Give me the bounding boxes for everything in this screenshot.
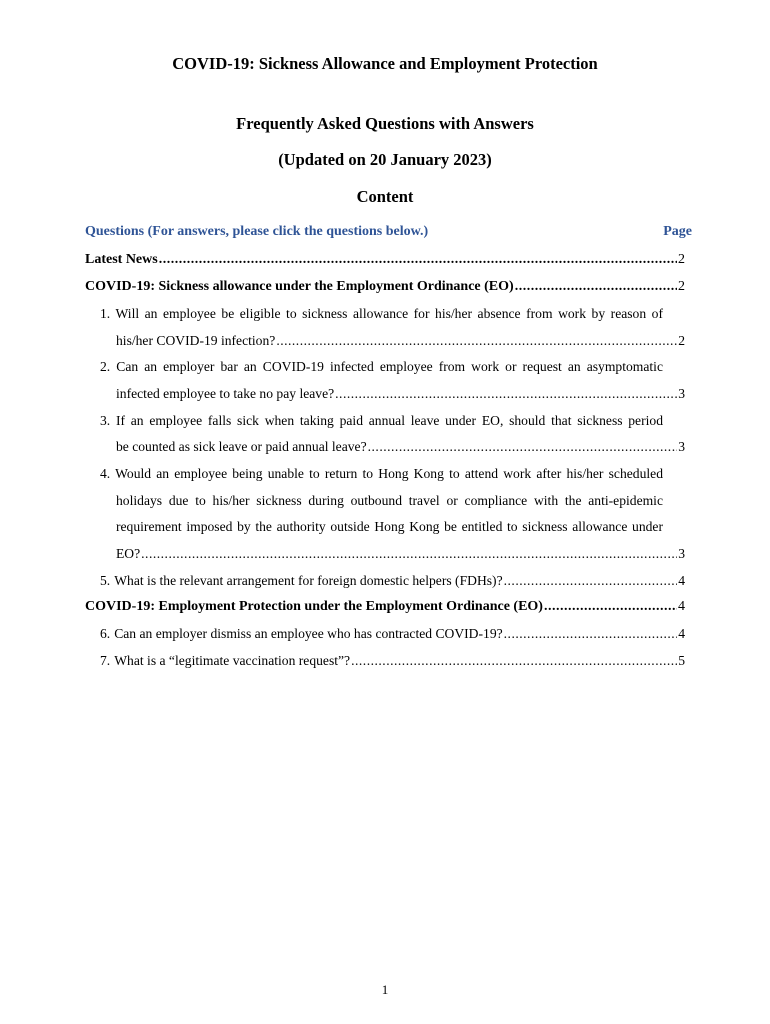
question-text [100,653,350,669]
toc-question-6-link[interactable] [100,626,685,642]
toc-question-line [100,306,663,322]
question-text: If an employee falls sick when taking paid annual leave under EO, should that sickness period [115,413,663,428]
question-text: infected employee to take no pay leave? [116,386,335,401]
dot-leader [504,626,678,642]
question-label: What is a “legitimate vaccination request”? [114,653,351,668]
toc-page-number: 5 [678,653,685,668]
question-number: 2. [100,359,111,374]
question-number: 5. [100,573,111,588]
question-text: his/her COVID-19 infection? [116,333,276,348]
toc-section-employment-protection-link[interactable] [85,599,685,615]
toc-question-5-link[interactable] [100,573,685,589]
question-number: 1. [100,306,111,321]
toc-question-line [116,493,663,509]
toc-question-line [116,519,663,535]
dot-leader [504,573,678,589]
document-title: COVID-19: Sickness Allowance and Employment Protection [172,54,598,73]
toc-question-line [100,359,663,375]
updated-date: (Updated on 20 January 2023) [278,150,492,169]
toc-question-7-link[interactable] [100,653,685,669]
dot-leader [515,279,677,295]
question-text: Would an employee being unable to return to Hong Kong to attend work after his/her scheduled [115,466,663,481]
question-text: Will an employee be eligible to sickness allowance for his/her absence from work by reason of [115,306,664,321]
toc-page-number: 3 [678,386,685,401]
toc-header [85,224,692,240]
question-text [100,626,503,642]
toc-entry-label: Latest News [85,252,158,267]
toc-page-number: 2 [678,279,685,294]
toc-latest-news-link[interactable] [85,252,685,268]
question-text: EO? [116,546,141,561]
page-number: 1 [381,982,389,997]
dot-leader [141,546,677,562]
dot-leader [544,599,677,615]
questions-header: Questions (For answers, please click the questions below.) [85,224,429,239]
dot-leader [368,439,678,455]
toc-page-number: 4 [678,599,685,614]
toc-page-number: 4 [678,573,685,588]
question-number: 4. [100,466,111,481]
toc-question-line [100,466,663,482]
toc-page-number: 4 [678,626,685,641]
dot-leader [159,252,677,268]
page-column-header: Page [663,224,692,239]
question-label: What is the relevant arrangement for foreign domestic helpers (FDHs)? [114,573,503,588]
toc-page-number: 3 [678,546,685,561]
question-text: Can an employer bar an COVID-19 infected employee from work or request an asymptomatic [116,359,663,374]
dot-leader [351,653,677,669]
toc-page-number: 3 [678,439,685,454]
toc-question-line [116,546,685,562]
toc-section-sickness-allowance-link[interactable] [85,279,685,295]
question-text: holidays due to his/her sickness during outbound travel or compliance with the anti-epidemic [116,493,663,508]
question-text: requirement imposed by the authority outside Hong Kong be entitled to sickness allowance under [116,519,663,534]
toc-question-line [100,413,663,429]
question-number: 6. [100,626,111,641]
faq-title: Frequently Asked Questions with Answers [236,114,534,133]
question-number: 7. [100,653,111,668]
question-number: 3. [100,413,111,428]
question-text: be counted as sick leave or paid annual leave? [116,439,367,454]
toc-page-number: 2 [678,333,685,348]
toc-question-line [116,439,685,455]
toc-entry-label: COVID-19: Employment Protection under the Employment Ordinance (EO) [85,599,543,614]
toc-question-line [116,333,685,349]
toc-question-line [116,386,685,402]
question-label: Can an employer dismiss an employee who has contracted COVID-19? [114,626,503,641]
content-heading: Content [356,187,414,206]
toc-entry-label: COVID-19: Sickness allowance under the Employment Ordinance (EO) [85,279,514,294]
dot-leader [335,386,677,402]
dot-leader [276,333,677,349]
toc-page-number: 2 [678,252,685,267]
question-text [100,573,503,589]
